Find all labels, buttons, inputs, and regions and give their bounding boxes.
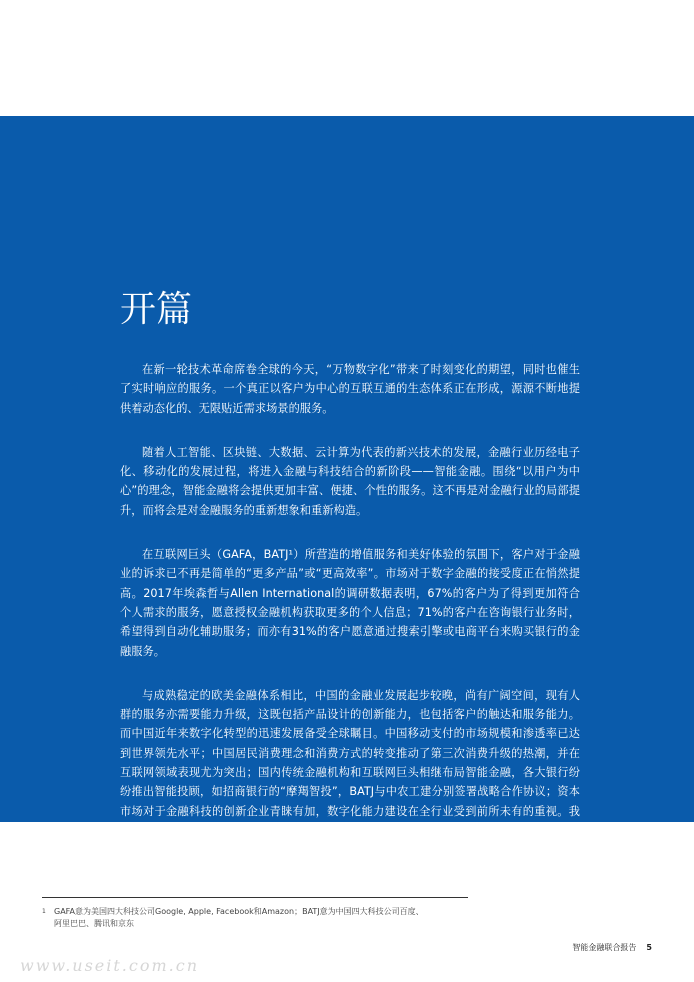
footnote-divider [42,897,468,898]
body-text [120,360,580,929]
footnote-marker: 1 [42,908,46,915]
watermark: www.useit.com.cn [20,956,200,975]
intro-panel [0,116,694,901]
paragraph: 在此背景下，百度金融与埃森哲携手，访谈百余位行业及技术专家，结合百度智能金融的实践成果和埃森哲国际金融行业的领先经验，共同撰写本篇报告。 [120,868,580,901]
paragraph: 在新一轮技术革命席卷全球的今天，“万物数字化”带来了时刻变化的期望，同时也催生了实时响应的服务。一个真正以客户为中心的互联互通的生态体系正在形成，源源不断地提供着动态化的、无限贴近需求场景的服务。 [120,363,580,415]
footnote-text-line2: 阿里巴巴、腾讯和京东 [54,919,134,928]
paragraph: 随着人工智能、区块链、大数据、云计算为代表的新兴技术的发展，金融行业历经电子化、移动化的发展过程，将进入金融与科技结合的新阶段——智能金融。围绕“以用户为中心”的理念，智能金融将会提供更加丰富、便捷、个性的服务。这不再是对金融行业的局部提升，而将会是对金融服务的重新想象和重新构造。 [120,445,580,517]
page-number: 5 [646,943,652,952]
section-title: 开篇 [120,289,193,330]
paragraph: 与成熟稳定的欧美金融体系相比，中国的金融业发展起步较晚，尚有广阔空间，现有人群的服务亦需要能力升级，这既包括产品设计的创新能力，也包括客户的触达和服务能力。而中国近年来数字化转型的迅速发展备受全球瞩目。中国移动支付的市场规模和渗透率已达到世界领先水平；中国居民消费理念和消费方式的转变推动了第三次消费升级的热潮，并在互联网领域表现尤为突出；国内传统金融机构和互联网巨头相继布局智能金融，各大银行纷纷推出智能投顾，如招商银行的“摩羯智投”，BATJ与中农工建分别签署战略合作协议；资本市场对于金融科技的创新企业青睐有加，数字化能力建设在全行业受到前所未有的重视。我们可以看到金融创新的未来已经到来，各方携手，期待共进。 [120,688,580,837]
page-footer [572,942,652,953]
report-name: 智能金融联合报告 [572,943,637,952]
footnote-text-line1: GAFA意为美国四大科技公司Google, Apple, Facebook和Amazon；BATJ意为中国四大科技公司百度、 [54,907,424,916]
paragraph: 在互联网巨头（GAFA，BATJ¹）所营造的增值服务和美好体验的氛围下，客户对于金融业的诉求已不再是简单的“更多产品”或“更高效率”。市场对于数字金融的接受度正在悄然提高。2017年埃森哲与Allen International的调研数据表明，67%的客户为了得到更加符合个人需求的服务，愿意授权金融机构获取更多的个人信息；71%的客户在咨询银行业务时，希望得到自动化辅助服务；而亦有31%的客户愿意通过搜索引擎或电商平台来购买银行的金融服务。 [120,548,580,658]
footnote [42,906,482,930]
